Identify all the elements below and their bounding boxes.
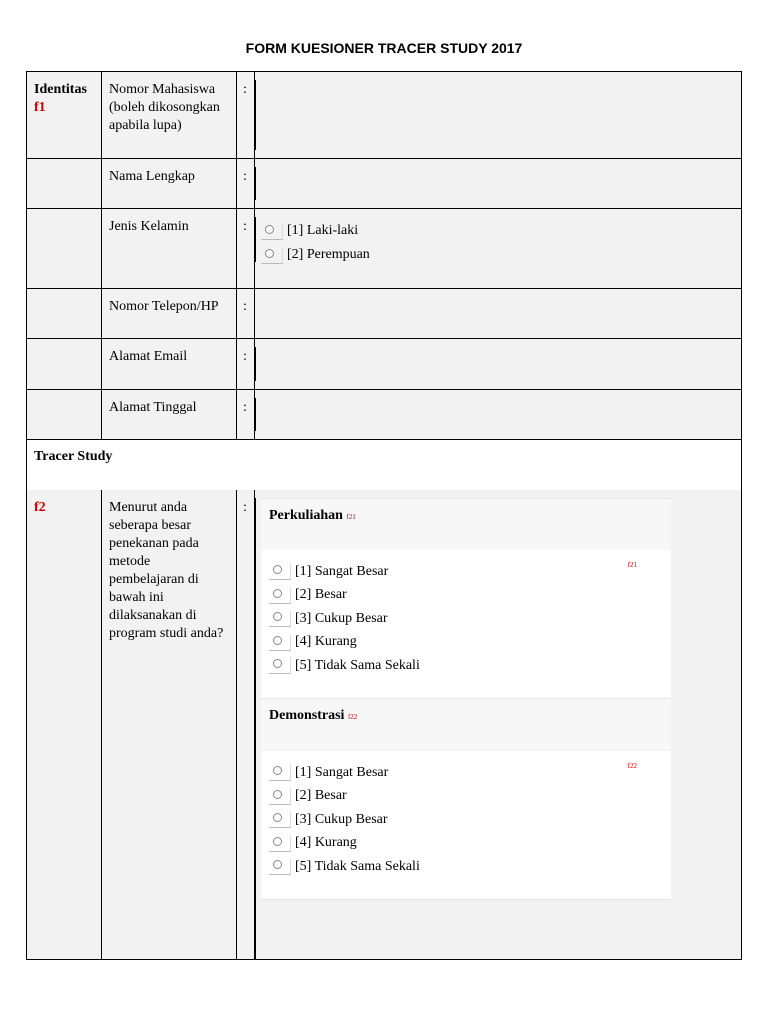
row-nama-lengkap bbox=[27, 159, 741, 209]
radio-label: [4] Kurang bbox=[295, 835, 357, 851]
separator: : bbox=[237, 72, 255, 158]
radio-button[interactable] bbox=[269, 634, 291, 651]
group-tag: f21 bbox=[346, 513, 356, 521]
question-code-cell bbox=[27, 490, 102, 959]
empty-cell bbox=[27, 339, 102, 389]
radio-option-besar[interactable] bbox=[269, 785, 420, 809]
group-options-demonstrasi bbox=[261, 751, 671, 900]
input-nomor-telepon[interactable] bbox=[255, 289, 741, 338]
input-alamat-email[interactable] bbox=[255, 339, 741, 389]
radio-circle-icon bbox=[273, 565, 282, 574]
row-nomor-telepon bbox=[27, 289, 741, 339]
radio-option-tidak-sama-sekali[interactable] bbox=[269, 855, 420, 879]
field-line bbox=[255, 217, 256, 262]
radio-option-perempuan[interactable] bbox=[261, 243, 741, 267]
input-nama-lengkap[interactable] bbox=[255, 159, 741, 208]
field-label-alamat-tinggal: Alamat Tinggal bbox=[102, 390, 237, 439]
field-line bbox=[255, 498, 256, 959]
radio-label: [5] Tidak Sama Sekali bbox=[295, 657, 420, 673]
radio-button[interactable] bbox=[269, 610, 291, 627]
radio-label: [2] Besar bbox=[295, 788, 347, 804]
radio-option-sangat-besar[interactable] bbox=[269, 560, 420, 584]
radio-button[interactable] bbox=[269, 764, 291, 781]
group-title bbox=[261, 699, 671, 726]
separator: : bbox=[237, 339, 255, 389]
input-nomor-mahasiswa[interactable] bbox=[255, 72, 741, 158]
radio-button[interactable] bbox=[269, 657, 291, 674]
radio-circle-icon bbox=[273, 813, 282, 822]
separator: : bbox=[237, 209, 255, 288]
radio-button[interactable] bbox=[269, 788, 291, 805]
radio-label: [2] Besar bbox=[295, 587, 347, 603]
radio-label: [5] Tidak Sama Sekali bbox=[295, 858, 420, 874]
radio-button[interactable] bbox=[261, 247, 283, 264]
radio-circle-icon bbox=[273, 589, 282, 598]
input-alamat-tinggal[interactable] bbox=[255, 390, 741, 439]
radio-circle-icon bbox=[273, 659, 282, 668]
field-line bbox=[255, 347, 256, 381]
radio-option-tidak-sama-sekali[interactable] bbox=[269, 654, 420, 678]
field-label-nomor-mahasiswa: Nomor Mahasiswa (boleh dikosongkan apabila lupa) bbox=[102, 72, 237, 158]
separator: : bbox=[237, 490, 255, 959]
field-label-alamat-email: Alamat Email bbox=[102, 339, 237, 389]
row-f2-question bbox=[27, 490, 741, 959]
radio-label: [2] Perempuan bbox=[287, 247, 370, 262]
group-tag: f22 bbox=[347, 713, 358, 721]
answer-area bbox=[255, 490, 741, 959]
section-heading-tracer-study: Tracer Study bbox=[27, 440, 741, 490]
section-label-identitas: Identitas bbox=[34, 82, 87, 97]
separator: : bbox=[237, 289, 255, 338]
question-code-f2: f2 bbox=[34, 500, 46, 515]
empty-cell bbox=[27, 289, 102, 338]
questionnaire-form bbox=[26, 71, 742, 960]
radio-label: [1] Sangat Besar bbox=[295, 764, 389, 780]
radio-option-cukup-besar[interactable] bbox=[269, 607, 420, 631]
group-corner-tag: f21 bbox=[627, 561, 637, 569]
radio-circle-icon bbox=[273, 636, 282, 645]
group-options-perkuliahan bbox=[261, 550, 671, 698]
radio-label: [3] Cukup Besar bbox=[295, 811, 388, 827]
row-jenis-kelamin bbox=[27, 209, 741, 289]
field-label-jenis-kelamin: Jenis Kelamin bbox=[102, 209, 237, 288]
radio-option-sangat-besar[interactable] bbox=[269, 761, 420, 785]
radio-circle-icon bbox=[273, 612, 282, 621]
radio-button[interactable] bbox=[269, 835, 291, 852]
radio-button[interactable] bbox=[269, 811, 291, 828]
group-header-demonstrasi bbox=[261, 698, 671, 750]
radio-label: [4] Kurang bbox=[295, 634, 357, 650]
radio-circle-icon bbox=[273, 790, 282, 799]
row-alamat-email bbox=[27, 339, 741, 390]
question-text: Menurut anda seberapa besar penekanan pada metode pembelajaran di bawah ini dilaksanakan di program studi anda? bbox=[102, 490, 237, 959]
field-label-nomor-telepon: Nomor Telepon/HP bbox=[102, 289, 237, 338]
separator: : bbox=[237, 390, 255, 439]
empty-cell bbox=[27, 159, 102, 208]
group-header-perkuliahan bbox=[261, 498, 671, 550]
radio-option-cukup-besar[interactable] bbox=[269, 808, 420, 832]
row-nomor-mahasiswa bbox=[27, 72, 741, 159]
radio-label: [1] Sangat Besar bbox=[295, 563, 389, 579]
section-code-f1: f1 bbox=[34, 100, 46, 115]
radio-label: [1] Laki-laki bbox=[287, 223, 359, 238]
radio-circle-icon bbox=[265, 249, 274, 258]
page-title: FORM KUESIONER TRACER STUDY 2017 bbox=[245, 40, 523, 56]
empty-cell bbox=[27, 390, 102, 439]
radio-option-kurang[interactable] bbox=[269, 832, 420, 856]
section-label-cell bbox=[27, 72, 102, 158]
radio-circle-icon bbox=[273, 860, 282, 869]
radio-button[interactable] bbox=[269, 858, 291, 875]
group-title-text: Perkuliahan bbox=[269, 508, 343, 523]
radio-button[interactable] bbox=[261, 223, 283, 240]
radio-option-besar[interactable] bbox=[269, 584, 420, 608]
radio-circle-icon bbox=[273, 766, 282, 775]
group-title bbox=[261, 499, 671, 526]
group-corner-tag: f22 bbox=[627, 762, 637, 770]
separator: : bbox=[237, 159, 255, 208]
radio-label: [3] Cukup Besar bbox=[295, 610, 388, 626]
radio-option-kurang[interactable] bbox=[269, 631, 420, 655]
field-label-nama-lengkap: Nama Lengkap bbox=[102, 159, 237, 208]
empty-cell bbox=[27, 209, 102, 288]
radio-circle-icon bbox=[273, 837, 282, 846]
radio-button[interactable] bbox=[269, 587, 291, 604]
field-line bbox=[255, 167, 256, 200]
gender-options bbox=[255, 209, 741, 288]
row-alamat-tinggal bbox=[27, 390, 741, 440]
radio-circle-icon bbox=[265, 225, 274, 234]
group-title-text: Demonstrasi bbox=[269, 708, 345, 723]
radio-option-laki-laki[interactable] bbox=[261, 219, 741, 243]
radio-button[interactable] bbox=[269, 563, 291, 580]
field-line bbox=[255, 398, 256, 431]
field-line bbox=[255, 80, 256, 150]
